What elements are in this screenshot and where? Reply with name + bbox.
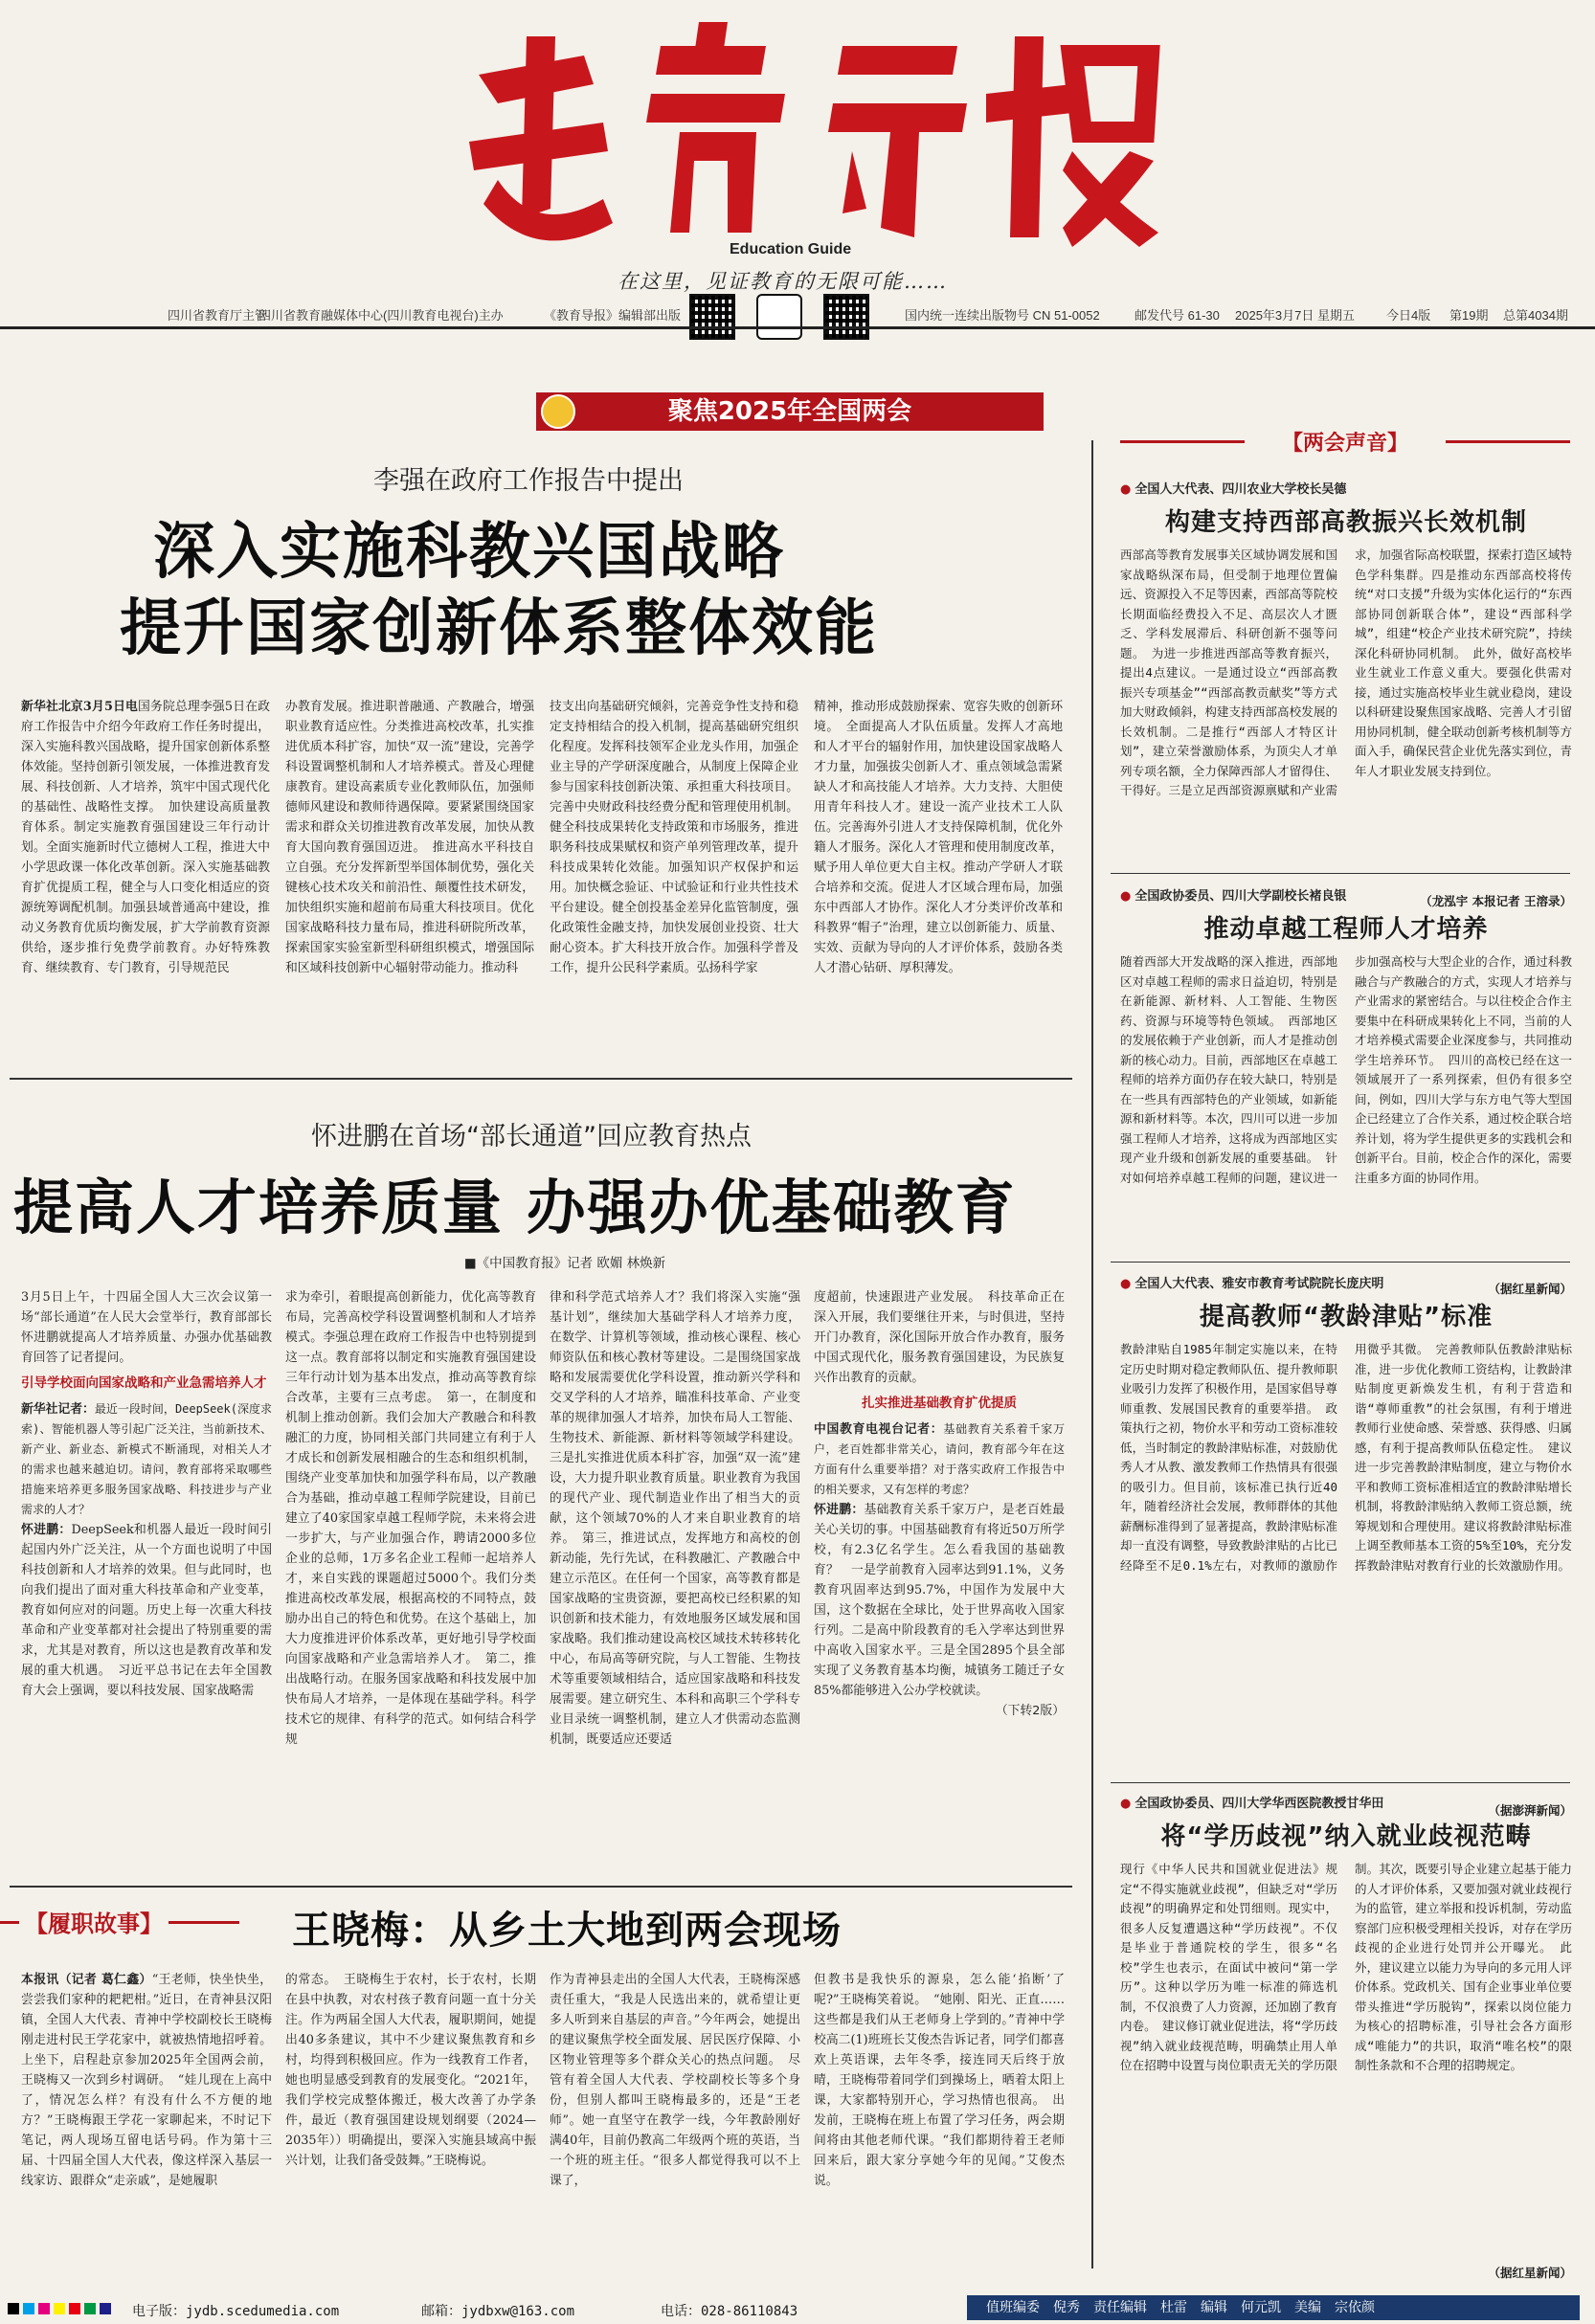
footer-phone-number: 028-86110843 <box>701 2304 798 2319</box>
answer-label: 怀进鹏： <box>814 1503 865 1517</box>
opinion-body: 随着西部大开发战略的深入推进，西部地区对卓越工程师的需求日益迫切，特别是在新能源、新材料、人工智能、生物医药、资源与环境等特色领域。 西部地区的发展依赖于产业创新，而人才是推动创新的核心动力。目前，西部地区在卓越工程师的培养方面仍存在较大缺口，特别是在一些具有西部特色的产业领域，如新能源和新材料等。本次，四川可以进一步加强工程师人才培养，这将成为西部地区实现产业升级和创新发展的重要基础。 针对如何培养卓越工程师的问题，建议进一步加强高校与大型企业的合作，通过科教融合与产教融合的方式，实现人才培养与产业需求的紧密结合。与以往校企合作主要集中在科研成果转化上不同，当前的人才培养模式需要企业深度参与，共同推动学生培养环节。 四川的高校已经在这一领域展开了一系列探索，但仍有很多空间，例如，四川大学与东方电气等大型国企已经建立了合作关系，通过校企联合培养计划，将为学生提供更多的实践机会和创新平台。目前，校企合作的深化，需要注重多方面的协同作用。 <box>1120 954 1572 1185</box>
question-label: 新华社记者： <box>21 1402 95 1417</box>
total-issue: 总第4034期 <box>1503 308 1568 323</box>
article1-headline-1: 深入实施科教兴国战略 <box>153 516 785 588</box>
article2-subhead-1: 引导学校面向国家战略和产业急需培养人才 <box>21 1375 267 1391</box>
divider <box>10 1078 1072 1080</box>
opinion-body: 现行《中华人民共和国就业促进法》规定“不得实施就业歧视”，但缺乏对“学历歧视”的明确界定和处罚细则。现实中，很多人反复遭遇这种“学历歧视”。不仅是毕业于普通院校的学生，很多“名校”学生也表示，在面试中被问“第一学历”。这种以学历为唯一标准的筛选机制，不仅浪费了人力资源，还加剧了教育内卷。 建议修订就业促进法，将“学历歧视”纳入就业歧视范畴，明确禁止用人单位在招聘中设置与岗位职责无关的学历限制。其次，既要引导企业建立起基于能力的人才评价体系，又要加强对就业歧视行为的监管，建立举报和投诉机制，劳动监察部门应积极受理相关投诉，对存在学历歧视的企业进行处罚并公开曝光。 此外，建议建立以能力为导向的多元用人评价体系。党政机关、国有企业事业单位要带头推进“学历脱钩”，探索以岗位能力为核心的招聘标准，引导社会各方面形成“唯能力”的共识，取消“唯名校”的限制性条款和不合理的招聘规定。 <box>1120 1862 1572 2072</box>
column-divider <box>1091 440 1093 2268</box>
app-logo-icon <box>756 294 802 340</box>
article2-intro: 3月5日上午，十四届全国人大三次会议第一场“部长通道”在人民大会堂举行，教育部部长怀进鹏就提高人才培养质量、办强办优基础教育回答了记者提问。 <box>21 1290 272 1365</box>
article1-col2: 办教育发展。推进职普融通、产教融合，增强职业教育适应性。分类推进高校改革，扎实推进优质本科扩容，加快“双一流”建设，完善学科设置调整机制和人才培养模式。普及心理健康教育。建设高素质专业化教师队伍，加强师德师风建设和教师待遇保障。要紧紧围绕国家需求和群众关切推进教育改革发展，加快从教育大国向教育强国迈进。 推进高水平科技自立自强。充分发挥新型举国体制优势，强化关键核心技术攻关和前沿性、颠覆性技术研发，加快组织实施和超前布局重大科技项目。优化国家战略科技力量布局，推进科研院所改革，探索国家实验室新型科研组织模式，增强国际和区域科技创新中心辐射带动能力。推动科 <box>285 700 534 975</box>
english-name: Education Guide <box>730 241 852 257</box>
divider <box>1111 1782 1570 1783</box>
speaker: ● 全国人大代表、四川农业大学校长吴德 <box>1120 479 1572 497</box>
slogan: 在这里，见证教育的无限可能…… <box>618 270 948 293</box>
divider <box>1111 1262 1570 1263</box>
article1-col4: 精神，推动形成鼓励探索、宽容失败的创新环境。 全面提高人才队伍质量。发挥人才高地和人才平台的辐射作用，加快建设国家战略人才力量，加强拔尖创新人才、重点领域急需紧缺人才和高技能人才培养。大力支持、大胆使用青年科技人才。建设一流产业技术工人队伍。完善海外引进人才支持保障机制，优化外籍人才服务。深化人才管理和使用制度改革，赋予用人单位更大自主权。推动产学研人才联合培养和交流。促进人才区域合理布局，加强东中西部人才协作。深化人才分类评价改革和科教界“帽子”治理，建立以创新能力、质量、实效、贡献为导向的人才评价体系，鼓励各类人才潜心钻研、厚积薄发。 <box>814 700 1063 975</box>
masthead-rule <box>0 326 1595 329</box>
story-col2: 的常态。 王晓梅生于农村，长于农村，长期在县中执教，对农村孩子教育问题一直十分关注。作为两届全国人大代表，履职期间，她提出40多条建议，其中不少建议聚焦教育和乡村，均得到积极回应。作为一线教育工作者，她也明显感受到教育的发展变化。“2021年，我们学校完成整体搬迁，极大改善了办学条件，最近（教育强国建设规划纲要（2024—2035年））明确提出，要深入实施县域高中振兴计划，让我们备受鼓舞。”王晓梅说。 <box>285 1973 536 2168</box>
article2-col3: 律和科学范式培养人才？我们将深入实施“强基计划”，继续加大基础学科人才培养力度，在数学、计算机等领域，推动核心课程、核心师资队伍和核心教材等建设。二是围绕国家战略和发展需要优化学科设置，推动新兴学科和交叉学科的人才培养，瞄准科技革命、产业变革的规律加强人才培养，加快布局人工智能、生物技术、新能源、新材料等领域学科建设。三是扎实推进优质本科扩容，加强“双一流”建设，大力提升职业教育质量。职业教育为我国的现代产业、现代制造业作出了相当大的贡献，这个领域70%的人才来自职业教育的培养。 第三，推进试点，发挥地方和高校的创新动能，先行先试，在科教融汇、产教融合中建立示范区。在任何一个国家，高等教育都是国家战略的宝贵资源，要把高校已经积累的知识创新和技术能力，有效地服务区域发展和国家战略。我们推动建设高校区域技术转移转化中心，布局高等研究院，与人工智能、生物技术等重要领域相结合，适应国家战略和科技发展需要。建立研究生、本科和高职三个学科专业目录统一调整机制，建立人才供需动态监测机制，既要适应还要适 <box>550 1290 800 1747</box>
footer-mail-label: 邮箱： <box>421 2304 461 2319</box>
footer-phone-label: 电话： <box>661 2304 701 2319</box>
opinion-title: 构建支持西部高教振兴长效机制 <box>1164 508 1527 537</box>
article2-byline: ■《中国教育报》记者 欧媚 林焕新 <box>463 1256 666 1271</box>
question-text: 基础教育关系着千家万户，老百姓都非常关心，请问，教育部今年在这方面有什么重要举措？对于落实政府工作报告中的相关要求，又有怎样的考虑？ <box>814 1422 1065 1496</box>
color-swatch <box>23 2303 34 2314</box>
story-col3: 作为青神县走出的全国人大代表，王晓梅深感责任重大，“我是人民选出来的，就希望让更多人听到来自基层的声音。”今年两会，她提出的建议聚焦学校全面发展、居民医疗保障、小区物业管理等多个群众关心的热点问题。 尽管有着全国人大代表、学校副校长等多个身份，但别人都叫王晓梅最多的，还是“王老师”。她一直坚守在教学一线，今年教龄刚好满40年，目前仍教高二年级两个班的英语，当一个班的班主任。“很多人都觉得我可以不上课了， <box>550 1973 800 2188</box>
tag-bar <box>1120 440 1245 443</box>
column-tag-header <box>1120 427 1570 456</box>
opinion-3 <box>1120 1273 1572 1819</box>
answer-text: DeepSeek和机器人最近一段时间引起国内外广泛关注，从一个方面也说明了中国科技创新和人才培养的效果。但与此同时，也向我们提出了面对重大科技革命和产业变革，教育如何应对的问题。历史上每一次重大科技革命和产业变革都对社会提出了特别重要的需求，尤其是对教育，所以这也是教育改革和发展的重大机遇。 习近平总书记在去年全国教育大会上强调，要以科技发展、国家战略需 <box>21 1523 272 1698</box>
article2-col4 <box>814 1287 1065 1881</box>
article2-col1 <box>21 1287 272 1881</box>
answer-label: 怀进鹏： <box>21 1523 72 1537</box>
qr-code-icon <box>689 294 735 340</box>
speaker: ● 全国政协委员、四川大学华西医院教授甘华田 <box>1120 1793 1572 1811</box>
opinion-4 <box>1120 1793 1572 2281</box>
emblem-icon <box>541 394 575 429</box>
opinion-title: 将“学历歧视”纳入就业歧视范畴 <box>1160 1822 1532 1851</box>
opinion-1 <box>1120 479 1572 909</box>
color-swatch <box>69 2303 80 2314</box>
tag-bar <box>1446 440 1570 443</box>
opinion-body: 教龄津贴自1985年制定实施以来，在特定历史时期对稳定教师队伍、提升教师职业吸引力发挥了积极作用，是国家倡导尊师重教、发展国民教育的重要举措。 政策执行之初，物价水平和劳动工资标准较低，当时制定的教龄津贴标准，对鼓励优秀人才从教、激发教师工作热情具有很强的吸引力。但目前，该标准已执行近40年，随着经济社会发展，教师群体的其他薪酬标准得到了显著提高，教龄津贴标准却一直没有调整，导致教龄津贴的占比已经降至不足0.1%左右，对教师的激励作用微乎其微。 完善教师队伍教龄津贴标准，进一步优化教师工资结构，让教龄津贴制度更新焕发生机，有利于营造和谐“尊师重教”的社会氛围，有利于增进教师行业使命感、荣誉感、获得感、归属感，有利于提高教师队伍稳定性。 建议进一步完善教龄津贴制度，建立与物价水平和教师工资标准相适宜的教龄津贴增长机制，将教龄津贴纳入教师工资总额，统筹规划和合理使用。建议将教龄津贴标准上调至教师基本工资的5%至10%，充分发挥教龄津贴对教育行业的长效激励作用。 <box>1120 1342 1572 1573</box>
article1-text-1: 国务院总理李强5日在政府工作报告中介绍今年政府工作任务时提出，深入实施科教兴国战略，提升国家创新体系整体效能。坚持创新引领发展，一体推进教育发展、科技创新、人才培养，筑牢中国式现代化的基础性、战略性支撑。 加快建设高质量教育体系。制定实施教育强国建设三年行动计划。全面实施新时代立德树人工程，推进大中小学思政课一体化改革创新。深入实施基础教育扩优提质工程，健全与人口变化相适应的资源统筹调配机制。加强县域普通高中建设，推动义务教育优质均衡发展，扩大学前教育资源供给，逐步推行免费学前教育。办好特殊教育、继续教育、专门教育，引导规范民 <box>21 700 270 975</box>
article1-dateline: 新华社北京3月5日电 <box>21 700 139 714</box>
opinion-body: 西部高等教育发展事关区域协调发展和国家战略纵深布局，但受制于地理位置偏远、资源投入不足等因素，西部高等院校长期面临经费投入不足、高层次人才匮乏、学科发展滞后、科研创新不强等问题。 为进一步推进西部高等教育振兴，提出4点建议。一是通过设立“西部高教振兴专项基金”“西部高教贡献奖”等方式加大财政倾斜，构建支持西部高校发展的长效机制。二是推行“西部人才特区计划”，建立荣誉激励体系，为顶尖人才单列专项名额，全力保障西部人才留得住、干得好。三是立足西部资源禀赋和产业需求，加强省际高校联盟，探索打造区域特色学科集群。四是推动东西部高校将传统“对口支援”升级为实体化运行的“东西部协同创新联合体”，建设“西部科学城”，组建“校企产业技术研究院”，持续深化科研协同机制。 此外，做好高校毕业生就业工作意义重大。要强化供需对接，通过实施高校毕业生就业稳岗，建设以科研建设聚焦国家战略、完善人才引留用协同机制，健全联动创新考核机制等方面入手，确保民营企业优先落实到位，青年人才职业发展支持到位。 <box>1120 547 1572 797</box>
opinion-source: （据澎湃新闻） <box>1488 1803 1572 1818</box>
answer-text: 基础教育关系千家万户，是老百姓最关心关切的事。中国基础教育有将近50万所学校，有2.3亿名学生。怎么看我国的基础教育？ 一是学前教育入园率达到91.1%，义务教育巩固率达到95.7%，中国作为发展中大国，这个数据在全球比，处于世界高收入国家行列。二是高中阶段教育的毛入学率达到世界中高收入国家水平。三是全国2895个县全部实现了义务教育基本均衡，城镇务工随迁子女85%都能够进入公办学校就读。 <box>814 1503 1065 1698</box>
story-col4: 但教书是我快乐的源泉，怎么能‘掐断’了呢?”王晓梅笑着说。 “她刚、阳光、正直……这些都是我们从王老师身上学到的。”青神中学校高二(1)班班长艾俊杰告诉记者，同学们都喜欢上英语课，去年冬季，接连同天后终于放晴，王晓梅带着同学们到操场上，晒着太阳上课，大家都特别开心，学习热情也很高。 出发前，王晓梅在班上布置了学习任务，两会期间将由其他老师代课。“我们都期待着王老师回来后，跟大家分享她今年的见闻。”艾俊杰说。 <box>814 1973 1065 2188</box>
color-swatch <box>38 2303 50 2314</box>
newspaper-logo <box>440 17 1168 247</box>
article1-col1 <box>21 697 270 1070</box>
issue-number: 第19期 <box>1449 308 1489 323</box>
footer <box>0 2295 1595 2324</box>
post-code: 邮发代号 61-30 <box>1134 308 1220 323</box>
cn-number: 国内统一连续出版物号 CN 51-0052 <box>905 308 1100 323</box>
speaker: ● 全国人大代表、雅安市教育考试院院长庞庆明 <box>1120 1273 1572 1291</box>
opinion-source: （据红星新闻） <box>1488 1282 1572 1296</box>
opinion-title: 推动卓越工程师人才培养 <box>1203 915 1489 944</box>
page-count: 今日4版 <box>1386 308 1431 323</box>
story-tag-header <box>0 1905 239 1939</box>
divider <box>10 1886 1072 1888</box>
publisher: 四川省教育融媒体中心(四川教育电视台)主办 <box>258 308 504 323</box>
question-label: 中国教育电视台记者： <box>814 1422 944 1437</box>
article1-col3: 技支出向基础研究倾斜，完善竞争性支持和稳定支持相结合的投入机制，提高基础研究组织化程度。发挥科技领军企业龙头作用，加强企业主导的产学研深度融合，从制度上保障企业参与国家科技创新决策、承担重大科技项目。完善中央财政科技经费分配和管理使用机制。健全科技成果转化支持政策和市场服务，推进职务科技成果赋权和资产单列管理改革，提升科技成果转化效能。加强知识产权保护和运用。加快概念验证、中试验证和行业共性技术平台建设。健全创投基金差异化监管制度，强化政策性金融支持，加快发展创业投资、壮大耐心资本。扩大科技开放合作。加强科学普及工作，提升公民科学素质。弘扬科学家 <box>550 700 798 975</box>
focus-banner: 聚焦2025年全国两会 <box>536 392 1044 431</box>
article2-kicker: 怀进鹏在首场“部长通道”回应教育热点 <box>311 1122 752 1151</box>
staff-credits: 值班编委 倪秀 责任编辑 杜雷 编辑 何元凯 美编 宗依颜 <box>967 2295 1580 2320</box>
info-bar <box>0 292 1595 330</box>
footer-web-label: 电子版： <box>132 2304 186 2319</box>
column-tag: 【两会声音】 <box>1281 432 1408 456</box>
color-swatch <box>84 2303 96 2314</box>
sponsor: 四川省教育厅主管 <box>168 308 268 323</box>
footer-phone <box>661 2301 798 2320</box>
footer-mail <box>421 2301 574 2320</box>
issue-date: 2025年3月7日 星期五 <box>1235 308 1355 323</box>
article2-subhead-2: 扎实推进基础教育扩优提质 <box>862 1396 1017 1411</box>
color-swatch <box>100 2303 111 2314</box>
story-col1 <box>21 1970 272 2286</box>
footer-web <box>132 2301 339 2320</box>
footer-web-url[interactable]: jydb.scedumedia.com <box>186 2304 340 2319</box>
story-text-1: “王老师，快坐快坐，尝尝我们家种的耙耙柑。”近日，在青神县汉阳镇，全国人大代表、青神中学校副校长王晓梅刚走进村民王学花家中，就被热情地招呼着。上坐下，启程赴京参加2025年全国两会前，王晓梅又一次到乡村调研。 “娃儿现在上高中了，情况怎么样？有没有什么不方便的地方？”王晓梅跟王学花一家聊起来，不时记下笔记，两人现场互留电话号码。作为第十三届、十四届全国人大代表，像这样深入基层一线家访、跟群众“走亲戚”，是她履职 <box>21 1973 272 2188</box>
question-text: 最近一段时间，DeepSeek(深度求索)、智能机器人等引起广泛关注，当前新技术、新产业、新业态、新模式不断涌现，对相关人才的需求也越来越迫切。请问，教育部将采取哪些措施来培养更多服务国家战略、科技进步与产业需求的人才？ <box>21 1402 272 1516</box>
article1-kicker: 李强在政府工作报告中提出 <box>373 466 684 496</box>
masthead <box>0 0 1595 321</box>
article2-col4-top: 度超前，快速跟进产业发展。 科技革命正在深入开展，我们要继往开来，与时俱进，坚持开门办教育，深化国际开放合作办教育，服务中国式现代化，服务教育强国建设，为民族复兴作出教育的贡献。 <box>814 1290 1065 1385</box>
qr-code-icon <box>823 294 869 340</box>
story-headline: 王晓梅：从乡土大地到两会现场 <box>292 1909 842 1953</box>
opinion-title: 提高教师“教龄津贴”标准 <box>1199 1303 1494 1331</box>
article1-headline-2: 提升国家创新体系整体效能 <box>120 592 878 664</box>
color-swatch <box>8 2303 19 2314</box>
article2-col2: 求为牵引，着眼提高创新能力，优化高等教育布局，完善高校学科设置调整机制和人才培养模式。李强总理在政府工作报告中也特别提到这一点。教育部将以制定和实施教育强国建设三年行动计划为基本出发点，推动高等教育综合改革，主要有三点考虑。 第一，在制度和机制上推动创新。我们会加大产教融合和科教融汇的力度，协同相关部门共同建立有利于人才成长和创新发展相融合的生态和组织机制，围绕产业变革加快和加强学科布局，以产教融合为基础，推动卓越工程师学院建设，目前已建立了40家国家卓越工程师学院，未来将会进一步扩大，与产业加强合作，聘请2000多位企业的总师，1万多名企业工程师一起培养人才，来自实践的课题超过5000个。我们分类推进高校改革发展，根据高校的不同特点，鼓励办出自己的特色和优势。在这个基础上，加大力度推进评价体系改革，更好地引导学校面向国家战略和产业急需培养人才。 第二，推出战略行动。在服务国家战略和科技发展中加快布局人才培养，一是体现在基础学科。科学技术它的规律、有科学的范式。如何结合科学规 <box>285 1290 536 1747</box>
story-dateline: 本报讯（记者 葛仁鑫） <box>21 1973 152 1987</box>
speaker: ● 全国政协委员、四川大学副校长褚良银 <box>1120 885 1572 904</box>
divider <box>1111 873 1570 874</box>
opinion-2 <box>1120 885 1572 1297</box>
article2-headline: 提高人才培养质量 办强办优基础教育 <box>13 1173 1017 1242</box>
opinion-source: （据红星新闻） <box>1488 2266 1572 2280</box>
editor: 《教育导报》编辑部出版 <box>544 308 682 323</box>
footer-mail-address[interactable]: jydbxw@163.com <box>461 2304 575 2319</box>
continued-note: （下转2版） <box>995 1704 1065 1718</box>
story-tag: 【履职故事】 <box>19 1905 168 1938</box>
opinion-source: （龙泓宇 本报记者 王溶录） <box>1420 894 1572 908</box>
color-swatch <box>54 2303 65 2314</box>
